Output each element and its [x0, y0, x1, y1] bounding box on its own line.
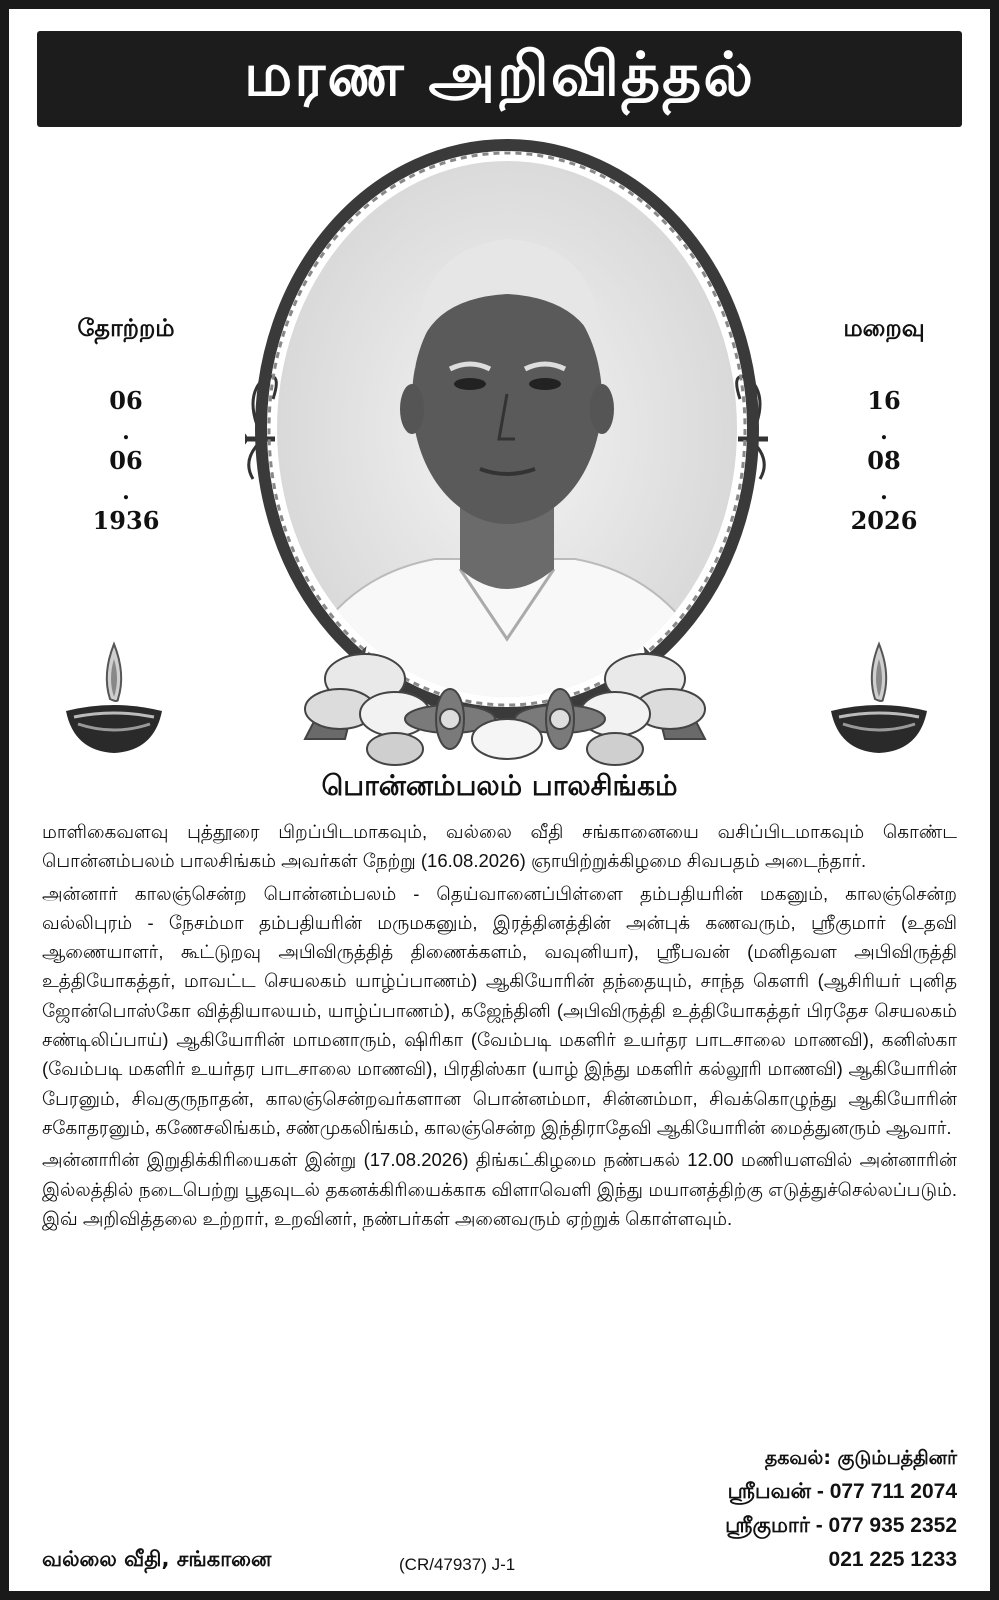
notice-body	[42, 817, 957, 1236]
contact-title: தகவல்: குடும்பத்தினர்	[764, 1447, 957, 1469]
birth-year: 1936	[92, 506, 160, 535]
oil-lamp-icon	[829, 639, 929, 769]
oval-portrait-frame-icon	[245, 139, 768, 789]
deceased-name: பொன்னம்பலம் பாலசிங்கம்	[321, 769, 678, 802]
birth-month: 06	[109, 446, 143, 475]
death-day: 16	[867, 386, 901, 415]
death-date	[809, 314, 959, 535]
notice-title: மரண அறிவித்தல்	[243, 40, 756, 110]
address: வல்லை வீதி, சங்கானை	[42, 1547, 272, 1571]
death-label: மறைவு	[843, 314, 925, 342]
birth-date	[51, 314, 201, 535]
birth-label: தோற்றம்	[77, 314, 175, 342]
death-year: 2026	[850, 506, 918, 535]
oil-lamp-icon	[64, 639, 164, 769]
birth-day: 06	[109, 386, 143, 415]
contact-phone-landline: 021 225 1233	[828, 1548, 957, 1571]
paragraph-funeral: அன்னாரின் இறுதிக்கிரியைகள் இன்று (17.08.2026) திங்கட்கிழமை நண்பகல் 12.00 மணியளவில் அன்னாரின் இல்லத்தில் நடைபெற்று பூதவுடல் தகனக்கிரியைக்காக விளாவெளி இந்து மயானத்திற்கு எடுத்துச்செல்லப்படும். இவ் அறிவித்தலை உற்றார், உறவினர், நண்பர்கள் அனைவரும் ஏற்றுக் கொள்ளவும்.	[42, 1149, 957, 1229]
date-separator: .	[880, 419, 888, 445]
paragraph-family: அன்னார் காலஞ்சென்ற பொன்னம்பலம் - தெய்வானைப்பிள்ளை தம்பதியரின் மகனும், காலஞ்சென்ற வல்லிபுரம் - நேசம்மா தம்பதியரின் மருமகனும், இரத்தினத்தின் அன்புக் கணவரும், ஸ்ரீகுமார் (உதவி ஆணையாளர், கூட்டுறவு அபிவிருத்தித் திணைக்களம், வவுனியா), ஸ்ரீபவன் (மனிதவள அபிவிருத்தி உத்தியோகத்தர், மாவட்ட செயலகம் யாழ்ப்பாணம்) ஆகியோரின் தந்தையும், சாந்த கௌரி (ஆசிரியர் புனித ஜோன்பொஸ்கோ வித்தியாலயம், யாழ்ப்பாணம்), கஜேந்தினி (அபிவிருத்தி உத்தியோகத்தர் பிரதேச செயலகம் சண்டிலிப்பாய்) ஆகியோரின் மாமனாரும், ஷிரிகா (வேம்படி மகளிர் உயர்தர பாடசாலை மாணவி), கனிஸ்கா (வேம்படி மகளிர் உயர்தர பாடசாலை மாணவி), பிரதிஸ்கா (யாழ் இந்து மகளிர் கல்லூரி மாணவி) ஆகியோரின் பேரனும், சிவகுருநாதன், காலஞ்சென்றவர்களான பொன்னம்மா, சின்னம்மா, சிவக்கொழுந்து ஆகியோரின் சகோதரனும், கணேசலிங்கம், சண்முகலிங்கம், காலஞ்சென்ற இந்திராதேவி ஆகியோரின் மைத்துனரும் ஆவார்.	[42, 882, 957, 1138]
date-separator: .	[122, 479, 130, 505]
date-separator: .	[122, 419, 130, 445]
contact-phone-sribavan: ஸ்ரீபவன் - 077 711 2074	[727, 1480, 957, 1503]
paragraph-intro: மாளிகைவளவு புத்தூரை பிறப்பிடமாகவும், வல்லை வீதி சங்கானையை வசிப்பிடமாகவும் கொண்ட பொன்னம்பலம் பாலசிங்கம் அவர்கள் நேற்று (16.08.2026) ஞாயிற்றுக்கிழமை சிவபதம் அடைந்தார்.	[42, 821, 957, 872]
title-banner	[37, 31, 962, 127]
contact-phone-srikumar: ஸ்ரீகுமார் - 077 935 2352	[725, 1514, 957, 1537]
death-month: 08	[867, 446, 901, 475]
reference-code: (CR/47937) J-1	[399, 1555, 516, 1574]
date-separator: .	[880, 479, 888, 505]
contact-block	[725, 1441, 957, 1577]
